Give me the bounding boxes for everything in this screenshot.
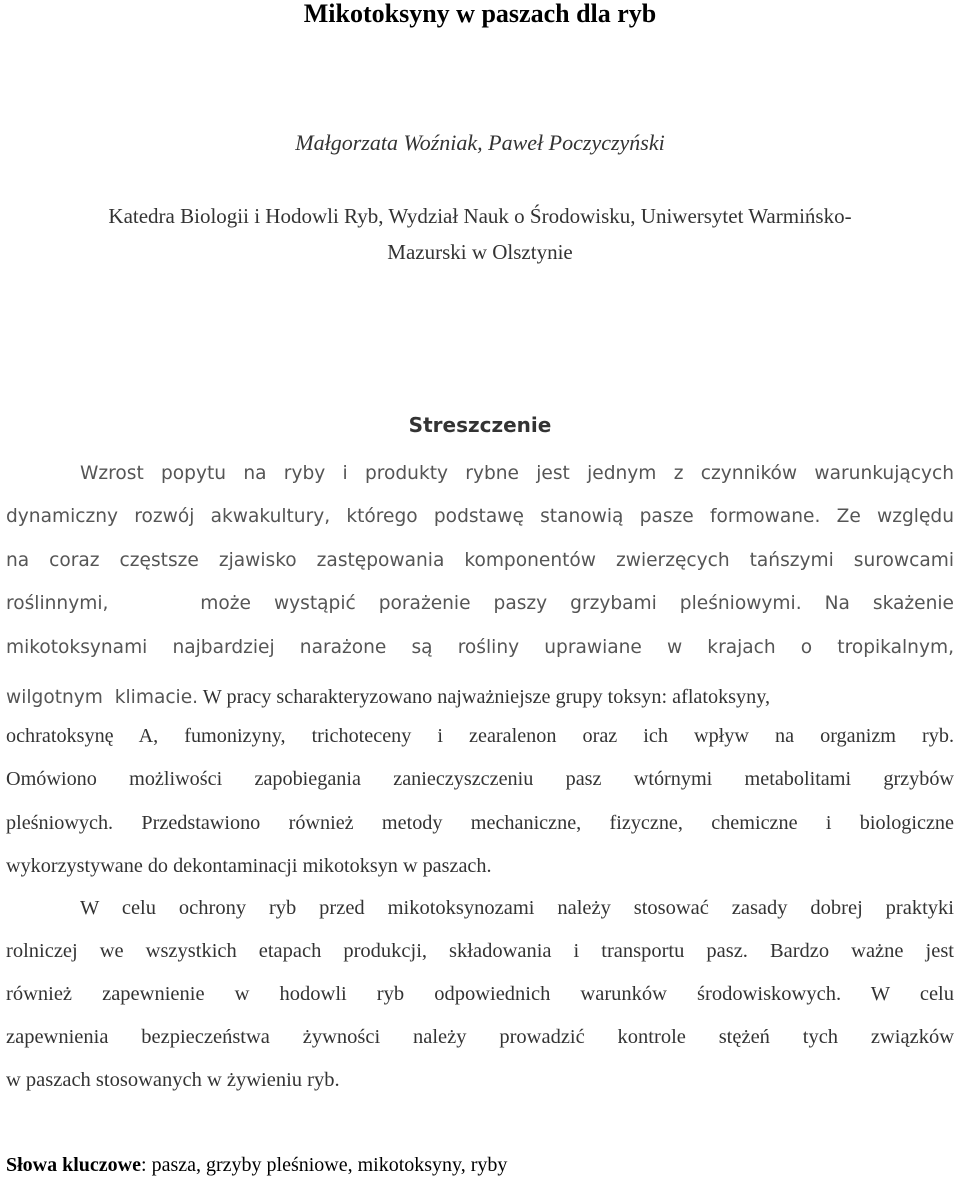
text-line: zapewnienia bezpieczeństwa żywności należy prowadzić kontrole stężeń tych związków — [6, 1025, 954, 1048]
authors: Małgorzata Woźniak, Paweł Poczyczyński — [295, 130, 665, 155]
text-line: rolniczej we wszystkich etapach produkcji, składowania i transportu pasz. Bardzo ważne jest — [6, 939, 954, 962]
text-line: dynamiczny rozwój akwakultury, którego podstawę stanowią pasze formowane. Ze względu — [6, 506, 954, 528]
text-line: również zapewnienie w hodowli ryb odpowiednich warunków środowiskowych. W celu — [6, 982, 954, 1005]
abstract-heading: Streszczenie — [408, 413, 552, 437]
keywords-separator: : — [141, 1154, 152, 1176]
paper-title: Mikotoksyny w paszach dla ryb — [303, 0, 657, 28]
text-line-continuation — [198, 686, 770, 708]
text-line: Wzrost popytu na ryby i produkty rybne jest jednym z czynników warunkujących — [80, 463, 954, 484]
abstract-paragraph — [6, 715, 954, 888]
text-line-tail: W pracy scharakteryzowano najważniejsze grupy toksyn: aflatoksyny, — [202, 686, 771, 708]
text-line: na coraz częstsze zjawisko zastępowania komponentów zwierzęcych tańszymi surowcami — [6, 549, 954, 571]
text-line: W celu ochrony ryb przed mikotoksynozami należy stosować zasady dobrej praktyki — [80, 897, 954, 919]
text-line: mikotoksynami najbardziej narażone są rośliny uprawiane w krajach o tropikalnym, — [6, 636, 954, 658]
text-line: roślinnymi, może wystąpić porażenie paszy grzybami pleśniowymi. Na skażenie — [6, 593, 954, 615]
abstract-paragraph — [6, 887, 954, 1102]
text-line: ochratoksynę A, fumonizyny, trichoteceny i zearalenon oraz ich wpływ na organizm ryb. — [6, 725, 954, 747]
keywords-value: pasza, grzyby pleśniowe, mikotoksyny, ryby — [151, 1154, 508, 1176]
affiliation-line: Mazurski w Olsztynie — [387, 240, 573, 264]
affiliation-line: Katedra Biologii i Hodowli Ryb, Wydział Nauk o Środowisku, Uniwersytet Warmińsko- — [108, 204, 852, 228]
keywords — [6, 1150, 507, 1180]
text-line: Omówiono możliwości zapobiegania zanieczyszczeniu pasz wtórnymi metabolitami grzybów — [6, 768, 954, 791]
affiliation — [0, 198, 960, 270]
text-line: wykorzystywane do dekontaminacji mikotoksyn w paszach. — [6, 854, 492, 877]
keywords-label: Słowa kluczowe — [6, 1154, 141, 1176]
abstract-paragraph — [6, 452, 954, 669]
text-line: pleśniowych. Przedstawiono również metody mechaniczne, fizyczne, chemiczne i biologiczne — [6, 811, 954, 834]
text-line: w paszach stosowanych w żywieniu ryb. — [6, 1068, 340, 1091]
text-line-start: wilgotnym klimacie. — [6, 687, 199, 708]
abstract-mixed-line — [6, 676, 954, 719]
